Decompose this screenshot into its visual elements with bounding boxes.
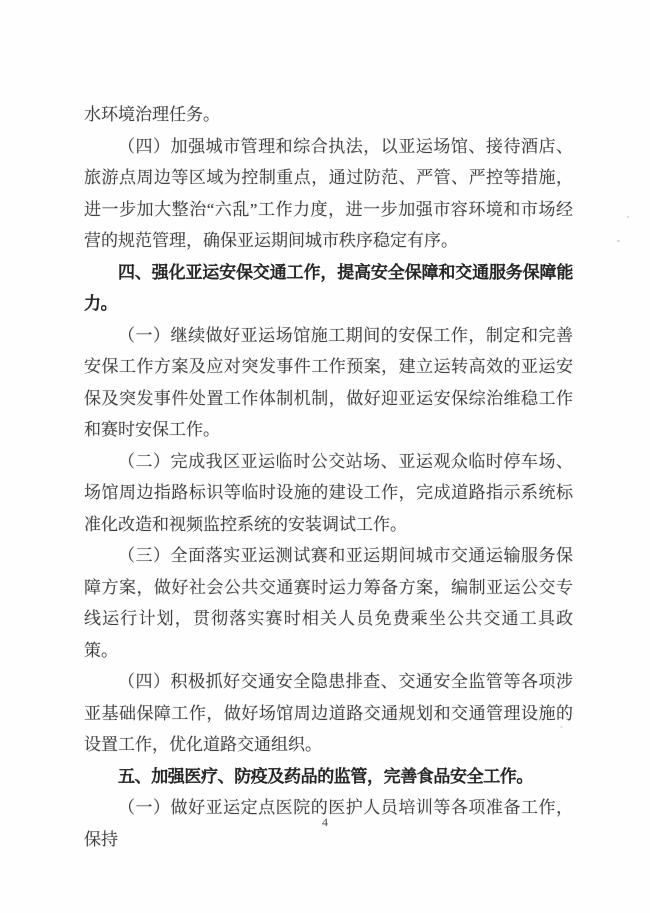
paragraph: （三）全面落实亚运测试赛和亚运期间城市交通运输服务保障方案，做好社会公共交通赛时运力筹备方案，编制亚运公交专线运行计划，贯彻落实赛时相关人员免费乘坐公共交通工具政策。 [84, 546, 573, 660]
scan-noise-speck [617, 240, 620, 242]
paragraph-continuation: 水环境治理任务。 [84, 105, 220, 124]
scan-noise-speck [627, 216, 629, 218]
paragraph: （四）加强城市管理和综合执法，以亚运场馆、接待酒店、旅游点周边等区域为控制重点，通过防范、严管、严控等措施，进一步加大整治“六乱”工作力度，进一步加强市容环境和市场经营的规范管理，确保亚运期间城市秩序稳定有序。 [84, 136, 573, 250]
page-content [84, 99, 573, 855]
section-heading: 五、加强医疗、防疫及药品的监管，完善食品安全工作。 [118, 766, 533, 786]
scan-noise-speck [560, 726, 563, 728]
paragraph: （一）做好亚运定点医院的医护人员培训等各项准备工作，保持 [84, 798, 573, 849]
paragraph: （四）积极抓好交通安全隐患排查、交通安全监管等各项涉亚基础保障工作，做好场馆周边道路交通规划和交通管理设施的设置工作，优化道路交通组织。 [84, 672, 573, 754]
paragraph: （一）继续做好亚运场馆施工期间的安保工作，制定和完善安保工作方案及应对突发事件工作预案，建立运转高效的亚运安保及突发事件处置工作体制机制，做好迎亚运安保综治维稳工作和赛时安保工作。 [84, 325, 573, 439]
paragraph: （二）完成我区亚运临时公交站场、亚运观众临时停车场、场馆周边指路标识等临时设施的建设工作，完成道路指示系统标准化改造和视频监控系统的安装调试工作。 [84, 451, 573, 534]
page-number: 4 [322, 815, 328, 829]
section-heading: 四、强化亚运安保交通工作，提高安全保障和交通服务保障能力。 [84, 262, 573, 313]
